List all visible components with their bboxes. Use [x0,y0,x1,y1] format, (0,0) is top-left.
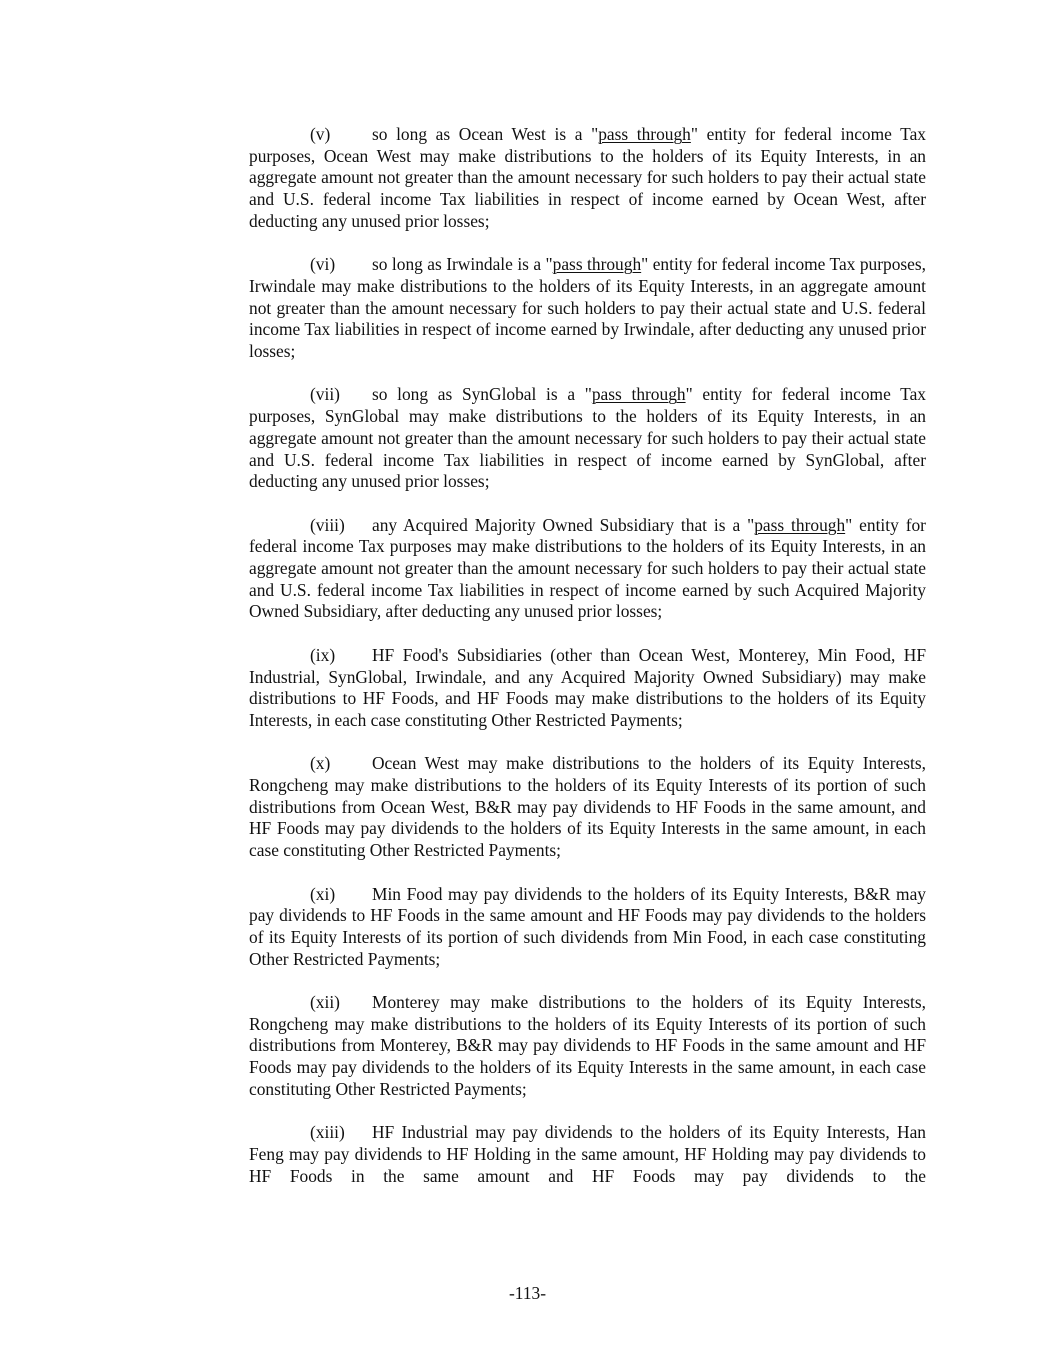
paragraph-text: so long as Ocean West is a " [372,124,599,144]
paragraph-xi [249,884,926,971]
paragraph-text: HF Food's Subsidiaries (other than Ocean West, Monterey, Min Food, HF Industrial, SynGlobal, Irwindale, and any Acquired Majority Owned Subsidiary) may make distributions to HF Foods, and HF Foods may make distributions to the holders of its Equity Interests, in each case constituting Other Restricted Payments; [249,644,926,730]
paragraph-text-cont: " entity for federal income Tax purposes may make distributions to the holders of its Equity Interests, in an aggregate amount not greater than the amount necessary for such holders to pay their actual state and U.S. federal income Tax liabilities in respect of income earned by such Acquired Majority Owned Subsidiary, after deducting any unused prior losses; [249,514,926,622]
paragraph-viii [249,515,926,624]
paragraph-text-cont: " entity for federal income Tax purposes, Ocean West may make distributions to the holders of its Equity Interests, in an aggregate amount not greater than the amount necessary for such holders to pay their actual state and U.S. federal income Tax liabilities in respect of income earned by Ocean West, after deducting any unused prior losses; [249,124,926,231]
paragraph-text-cont: " entity for federal income Tax purposes, Irwindale may make distributions to the holders of its Equity Interests, in an aggregate amount not greater than the amount necessary for such holders to pay their actual state and U.S. federal income Tax liabilities in respect of income earned by Irwindale, after deducting any unused prior losses; [249,254,926,362]
underlined-term: pass through [754,514,846,535]
page-number: -113- [508,1283,547,1303]
paragraph-xii [249,992,926,1101]
paragraph-v [249,124,926,233]
underlined-term: pass through [552,254,642,275]
item-number: (xiii) [310,1122,345,1143]
paragraph-text: Ocean West may make distributions to the holders of its Equity Interests, Rongcheng may make distributions to the holders of its Equity Interests of its portion of such distributions from Ocean West, B&R may pay dividends to HF Foods in the same amount, and HF Foods may pay dividends to the holders of its Equity Interests in the same amount, in each case constituting Other Restricted Payments; [249,753,926,861]
item-number: (vi) [310,254,336,275]
item-number: (ix) [310,644,336,665]
item-number: (v) [310,124,331,144]
paragraph-text: any Acquired Majority Owned Subsidiary that is a " [372,514,755,535]
paragraph-text: Monterey may make distributions to the holders of its Equity Interests, Rongcheng may make distributions to the holders of its Equity Interests of its portion of such distributions from Monterey, B&R may pay dividends to HF Foods in the same amount and HF Foods may pay dividends to the holders of its Equity Interests in the same amount, in each case constituting Other Restricted Payments; [249,992,926,1099]
paragraph-text: HF Industrial may pay dividends to the holders of its Equity Interests, Han Feng may pay dividends to HF Holding in the same amount, HF Holding may pay dividends to HF Foods in the same amount and HF Foods may pay dividends to the [249,1122,926,1186]
item-number: (xi) [310,883,336,904]
item-number: (x) [310,753,331,774]
paragraph-vi [249,254,926,363]
paragraph-text: so long as Irwindale is a " [372,254,553,275]
item-number: (viii) [310,514,345,535]
paragraph-text-cont: " entity for federal income Tax purposes, SynGlobal may make distributions to the holders of its Equity Interests, in an aggregate amount not greater than the amount necessary for such holders to pay their actual state and U.S. federal income Tax liabilities in respect of income earned by SynGlobal, after deducting any unused prior losses; [249,384,926,492]
underlined-term: pass through [591,384,686,405]
paragraph-x [249,753,926,862]
paragraph-text: so long as SynGlobal is a " [372,384,592,405]
underlined-term: pass through [598,124,691,144]
paragraph-text: Min Food may pay dividends to the holders of its Equity Interests, B&R may pay dividends to HF Foods in the same amount and HF Foods may pay dividends to the holders of its Equity Interests of its portion of such dividends from Min Food, in each case constituting Other Restricted Payments; [249,883,926,969]
paragraph-xiii [249,1122,926,1187]
item-number: (xii) [310,992,340,1013]
item-number: (vii) [310,384,340,405]
paragraph-ix [249,645,926,732]
paragraph-vii [249,384,926,493]
document-body [249,124,926,1209]
